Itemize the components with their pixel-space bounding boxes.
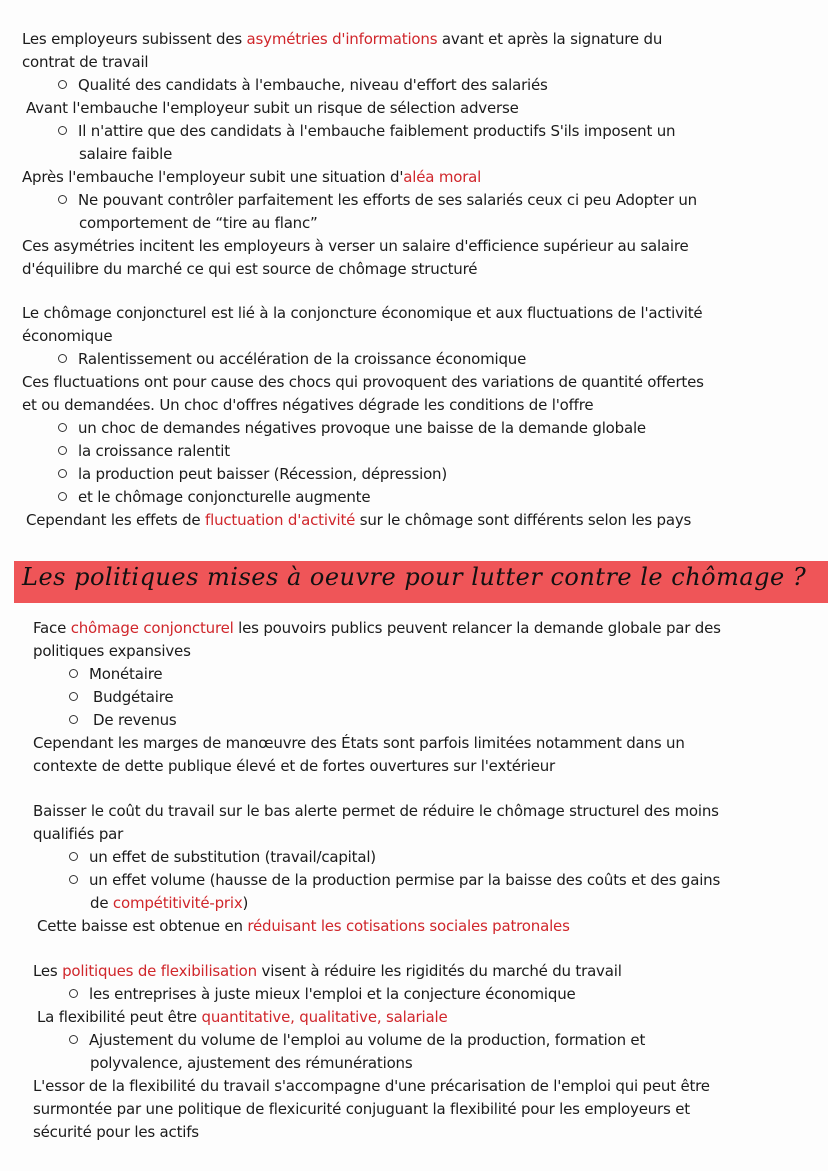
text-line: Le chômage conjoncturel est lié à la conjoncture économique et aux fluctuations de l'activité xyxy=(22,304,703,322)
highlight-term: chômage conjoncturel xyxy=(70,619,234,637)
text-line: d'équilibre du marché ce qui est source de chômage structuré xyxy=(22,260,478,278)
text-line xyxy=(37,915,720,938)
bullet-item xyxy=(69,1029,710,1052)
bullet-text: Ralentissement ou accélération de la croissance économique xyxy=(78,350,527,368)
section-cyclical-unemployment xyxy=(22,302,704,532)
bullet-circle-icon xyxy=(69,669,78,678)
bullet-circle-icon xyxy=(58,80,67,89)
bullet-continuation: polyvalence, ajustement des rémunérations xyxy=(90,1054,413,1072)
bullet-text: Ajustement du volume de l'emploi au volume de la production, formation et xyxy=(89,1031,646,1049)
text-run: La flexibilité peut être xyxy=(37,1008,202,1026)
text-run: Les employeurs subissent des xyxy=(22,30,247,48)
text-line: et ou demandées. Un choc d'offres négatives dégrade les conditions de l'offre xyxy=(22,396,594,414)
bullet-text: un effet volume (hausse de la production permise par la baisse des coûts et des gains xyxy=(89,871,721,889)
text-line: L'essor de la flexibilité du travail s'accompagne d'une précarisation de l'emploi qui peut être xyxy=(33,1077,710,1095)
bullet-item xyxy=(69,846,720,869)
text-run: de xyxy=(90,894,113,912)
section-labor-cost xyxy=(33,800,720,938)
text-run: ) xyxy=(242,894,249,912)
text-run: les pouvoirs publics peuvent relancer la demande globale par des xyxy=(233,619,721,637)
bullet-text: la production peut baisser (Récession, dépression) xyxy=(78,465,448,483)
bullet-item xyxy=(58,440,704,463)
text-run: sur le chômage sont différents selon les pays xyxy=(355,511,692,529)
bullet-circle-icon xyxy=(58,423,67,432)
banner-title: Les politiques mises à oeuvre pour lutter contre le chômage ? xyxy=(22,563,807,591)
text-line: Cependant les marges de manœuvre des États sont parfois limitées notamment dans un xyxy=(33,734,685,752)
bullet-continuation: salaire faible xyxy=(79,145,173,163)
bullet-item xyxy=(69,983,710,1006)
highlight-term: politiques de flexibilisation xyxy=(62,962,257,980)
bullet-item xyxy=(69,686,721,709)
bullet-text: un effet de substitution (travail/capital) xyxy=(89,848,376,866)
text-line xyxy=(33,960,710,983)
text-line: Ces asymétries incitent les employeurs à verser un salaire d'efficience supérieur au salaire xyxy=(22,237,689,255)
text-line xyxy=(33,617,721,640)
section-expansive-policies xyxy=(33,617,721,778)
text-run: Cependant les effets de xyxy=(26,511,206,529)
bullet-circle-icon xyxy=(58,492,67,501)
bullet-continuation: comportement de “tire au flanc” xyxy=(79,214,318,232)
text-line: surmontée par une politique de flexicurité conjuguant la flexibilité pour les employeurs et xyxy=(33,1100,690,1118)
text-line xyxy=(22,28,697,51)
bullet-text: Ne pouvant contrôler parfaitement les efforts de ses salariés ceux ci peu Adopter un xyxy=(78,191,697,209)
text-line xyxy=(22,166,697,189)
bullet-item xyxy=(58,120,697,143)
text-line xyxy=(37,1006,710,1029)
highlight-term: fluctuation d'activité xyxy=(205,511,356,529)
text-line: Baisser le coût du travail sur le bas alerte permet de réduire le chômage structurel des moins xyxy=(33,802,719,820)
text-run: avant et après la signature du xyxy=(437,30,663,48)
bullet-circle-icon xyxy=(69,875,78,884)
text-line: Ces fluctuations ont pour cause des chocs qui provoquent des variations de quantité offertes xyxy=(22,373,704,391)
text-run: Cette baisse est obtenue en xyxy=(37,917,248,935)
bullet-text: la croissance ralentit xyxy=(78,442,230,460)
bullet-text: un choc de demandes négatives provoque une baisse de la demande globale xyxy=(78,419,646,437)
highlight-term: quantitative, qualitative, salariale xyxy=(201,1008,448,1026)
bullet-item xyxy=(69,663,721,686)
bullet-circle-icon xyxy=(69,852,78,861)
text-run: visent à réduire les rigidités du marché du travail xyxy=(256,962,622,980)
text-line: contrat de travail xyxy=(22,53,149,71)
bullet-item xyxy=(58,463,704,486)
bullet-circle-icon xyxy=(58,126,67,135)
bullet-text: Budgétaire xyxy=(93,688,174,706)
bullet-item xyxy=(58,348,704,371)
bullet-continuation xyxy=(90,892,720,915)
highlight-term: asymétries d'informations xyxy=(246,30,438,48)
text-line: économique xyxy=(22,327,113,345)
section-information-asymmetry xyxy=(22,28,697,281)
text-line: sécurité pour les actifs xyxy=(33,1123,199,1141)
bullet-circle-icon xyxy=(58,469,67,478)
bullet-circle-icon xyxy=(58,446,67,455)
bullet-text: et le chômage conjoncturelle augmente xyxy=(78,488,371,506)
highlight-term: aléa moral xyxy=(403,168,482,186)
bullet-text: De revenus xyxy=(93,711,177,729)
bullet-circle-icon xyxy=(69,1035,78,1044)
bullet-text: Qualité des candidats à l'embauche, niveau d'effort des salariés xyxy=(78,76,548,94)
bullet-circle-icon xyxy=(58,195,67,204)
section-flexibilisation xyxy=(33,960,710,1144)
bullet-text: Il n'attire que des candidats à l'embauche faiblement productifs S'ils imposent un xyxy=(78,122,676,140)
bullet-item xyxy=(58,189,697,212)
text-line xyxy=(26,509,704,532)
bullet-circle-icon xyxy=(69,692,78,701)
bullet-item xyxy=(58,486,704,509)
text-line: qualifiés par xyxy=(33,825,124,843)
bullet-circle-icon xyxy=(69,715,78,724)
text-run: Face xyxy=(33,619,71,637)
highlight-term: compétitivité-prix xyxy=(112,894,243,912)
bullet-item xyxy=(58,417,704,440)
bullet-item xyxy=(69,709,721,732)
text-line: politiques expansives xyxy=(33,642,191,660)
bullet-text: les entreprises à juste mieux l'emploi et la conjecture économique xyxy=(89,985,576,1003)
text-run: Les xyxy=(33,962,63,980)
bullet-circle-icon xyxy=(69,989,78,998)
bullet-item xyxy=(69,869,720,892)
bullet-text: Monétaire xyxy=(89,665,163,683)
text-run: Après l'embauche l'employeur subit une situation d' xyxy=(22,168,404,186)
text-line: Avant l'embauche l'employeur subit un risque de sélection adverse xyxy=(26,99,519,117)
bullet-item xyxy=(58,74,697,97)
highlight-term: réduisant les cotisations sociales patronales xyxy=(247,917,570,935)
text-line: contexte de dette publique élevé et de fortes ouvertures sur l'extérieur xyxy=(33,757,556,775)
bullet-circle-icon xyxy=(58,354,67,363)
